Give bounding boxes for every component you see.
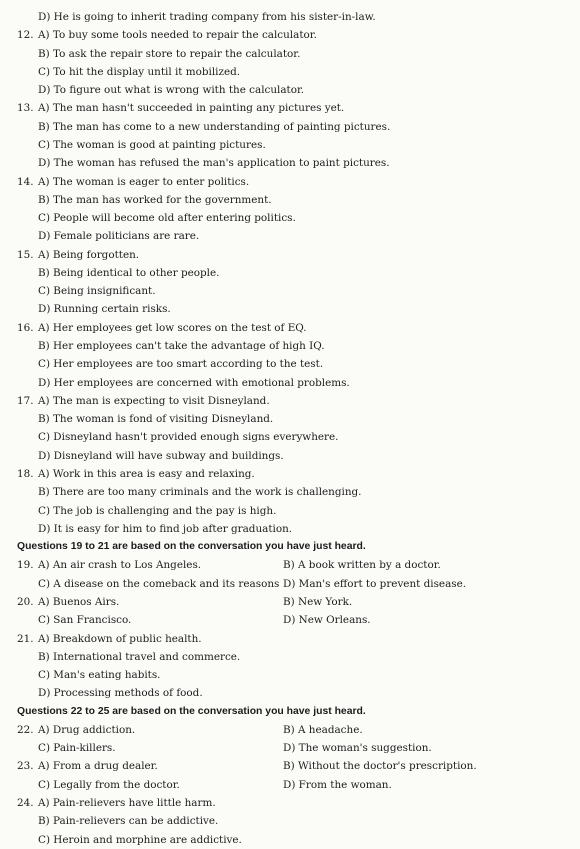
question-line <box>0 410 580 428</box>
answer-option: B) Without the doctor's prescription. <box>283 760 477 773</box>
question-line <box>0 812 580 830</box>
answer-option: C) San Francisco. <box>38 614 132 627</box>
question-line <box>0 721 580 739</box>
section-heading: Questions 22 to 25 are based on the conversation you have just heard. <box>17 705 366 717</box>
question-line <box>0 757 580 775</box>
question-line <box>0 520 580 538</box>
question-line <box>0 374 580 392</box>
question-line <box>0 191 580 209</box>
question-line <box>0 776 580 794</box>
answer-option: C) Her employees are too smart according to the test. <box>38 358 324 371</box>
answer-option: B) To ask the repair store to repair the calculator. <box>38 47 301 60</box>
question-line <box>0 593 580 611</box>
question-line <box>0 282 580 300</box>
question-number: 13. <box>17 102 34 115</box>
question-line <box>0 63 580 81</box>
question-line <box>0 611 580 629</box>
question-number: 24. <box>17 797 34 810</box>
answer-option: B) The man has come to a new understanding of painting pictures. <box>38 120 391 133</box>
answer-option: A) An air crash to Los Angeles. <box>38 559 202 572</box>
answer-option: D) From the woman. <box>283 778 392 791</box>
question-line <box>0 337 580 355</box>
answer-option: D) New Orleans. <box>283 614 371 627</box>
question-number: 20. <box>17 595 34 608</box>
answer-option: D) Female politicians are rare. <box>38 230 200 243</box>
answer-option: C) The woman is good at painting pictures. <box>38 138 266 151</box>
question-line <box>0 173 580 191</box>
question-line <box>0 8 580 26</box>
answer-option: B) International travel and commerce. <box>38 650 241 663</box>
question-number: 19. <box>17 559 34 572</box>
answer-option: C) Pain-killers. <box>38 742 116 755</box>
question-line <box>0 794 580 812</box>
answer-option: D) He is going to inherit trading company from his sister-in-law. <box>38 11 376 23</box>
question-line <box>0 447 580 465</box>
question-number: 23. <box>17 760 34 773</box>
answer-option: D) Disneyland will have subway and buildings. <box>38 449 284 462</box>
question-line <box>0 300 580 318</box>
question-line <box>0 99 580 117</box>
question-line <box>0 684 580 702</box>
answer-option: B) A headache. <box>283 723 363 736</box>
answer-option: C) People will become old after entering politics. <box>38 212 296 225</box>
question-line <box>0 502 580 520</box>
answer-option: A) Pain-relievers have little harm. <box>38 797 216 810</box>
question-line <box>0 630 580 648</box>
answer-option: C) Legally from the doctor. <box>38 778 180 791</box>
answer-option: D) Processing methods of food. <box>38 687 203 700</box>
answer-option: A) Work in this area is easy and relaxing. <box>38 468 255 480</box>
question-number: 14. <box>17 175 34 188</box>
answer-option: B) Her employees can't take the advantage of high IQ. <box>38 340 325 353</box>
answer-option: B) There are too many criminals and the work is challenging. <box>38 486 362 499</box>
answer-option: A) To buy some tools needed to repair the calculator. <box>38 29 317 42</box>
answer-option: D) To figure out what is wrong with the calculator. <box>38 84 305 97</box>
answer-option: B) Pain-relievers can be addictive. <box>38 815 219 828</box>
question-number: 12. <box>17 29 34 42</box>
question-line <box>0 136 580 154</box>
question-line <box>0 392 580 410</box>
answer-option: A) Buenos Airs. <box>38 595 120 608</box>
answer-option: D) Running certain risks. <box>38 303 171 316</box>
question-line <box>0 575 580 593</box>
answer-option: B) New York. <box>283 595 353 608</box>
answer-option: C) Man's eating habits. <box>38 669 161 682</box>
answer-option: A) The man is expecting to visit Disneyland. <box>38 394 270 407</box>
question-number: 17. <box>17 394 34 407</box>
question-line <box>0 26 580 44</box>
question-line <box>0 227 580 245</box>
answer-option: C) The job is challenging and the pay is high. <box>38 504 277 517</box>
answer-option: A) From a drug dealer. <box>38 760 158 773</box>
question-line <box>0 831 580 849</box>
question-line <box>0 465 580 483</box>
question-number: 16. <box>17 321 34 334</box>
question-line <box>0 739 580 757</box>
answer-option: A) Breakdown of public health. <box>38 632 202 645</box>
answer-option: C) A disease on the comeback and its reasons <box>38 577 280 590</box>
answer-option: D) Her employees are concerned with emotional problems. <box>38 376 350 389</box>
question-line <box>0 154 580 172</box>
answer-option: C) Being insignificant. <box>38 285 156 298</box>
question-line <box>0 118 580 136</box>
question-line <box>0 666 580 684</box>
answer-option: B) The woman is fond of visiting Disneyland. <box>38 413 274 426</box>
answer-option: D) The woman has refused the man's application to paint pictures. <box>38 157 390 170</box>
answer-option: B) A book written by a doctor. <box>283 559 441 572</box>
answer-option: A) Being forgotten. <box>38 248 140 261</box>
section-heading: Questions 19 to 21 are based on the conversation you have just heard. <box>17 541 366 553</box>
question-line <box>0 45 580 63</box>
question-line <box>0 264 580 282</box>
answer-option: C) Disneyland hasn't provided enough signs everywhere. <box>38 431 339 444</box>
answer-option: A) The woman is eager to enter politics. <box>38 175 250 188</box>
question-line <box>0 246 580 264</box>
question-line <box>0 355 580 373</box>
answer-option: A) Drug addiction. <box>38 723 136 736</box>
answer-option: B) Being identical to other people. <box>38 266 220 279</box>
question-line <box>0 319 580 337</box>
question-number: 22. <box>17 723 34 736</box>
question-line <box>0 81 580 99</box>
question-number: 15. <box>17 248 34 261</box>
question-line <box>0 556 580 574</box>
answer-option: A) The man hasn't succeeded in painting any pictures yet. <box>38 102 345 115</box>
answer-option: A) Her employees get low scores on the test of EQ. <box>38 321 307 334</box>
answer-option: C) Heroin and morphine are addictive. <box>38 833 242 846</box>
question-line <box>0 648 580 666</box>
question-number: 18. <box>17 468 34 480</box>
answer-option: C) To hit the display until it mobilized. <box>38 65 241 78</box>
question-line <box>0 428 580 446</box>
question-line <box>0 209 580 227</box>
answer-option: D) It is easy for him to find job after graduation. <box>38 522 293 535</box>
question-line <box>0 483 580 501</box>
question-number: 21. <box>17 632 34 645</box>
answer-option: D) Man's effort to prevent disease. <box>283 577 467 590</box>
answer-option: B) The man has worked for the government. <box>38 193 272 206</box>
answer-option: D) The woman's suggestion. <box>283 742 432 755</box>
